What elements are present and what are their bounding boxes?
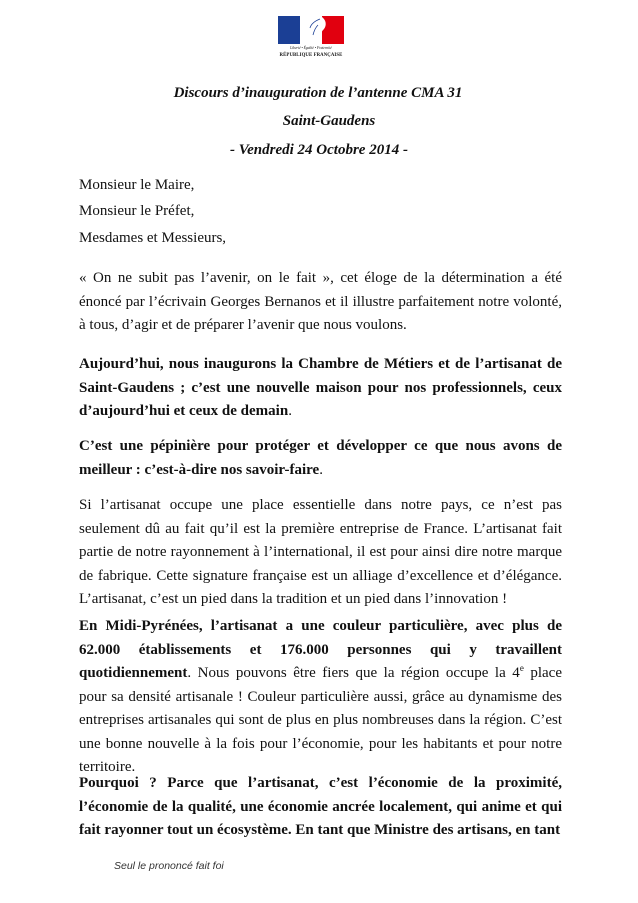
paragraph-text: . — [319, 461, 323, 478]
paragraph-text: Si l’artisanat occupe une place essentielle dans notre pays, ce n’est pas seulement dû au fait qu’il est la première entreprise de France. L’artisanat fait partie de notre rayonnement à l’international, il est pour ainsi dire notre marque de fabrique. Cette signature française est un alliage d’excellence et d’élégance. L’artisanat, c’est un pied dans la tradition et un pied dans l’innovation ! — [79, 497, 562, 607]
document-subtitle-location: Saint-Gaudens — [282, 113, 376, 129]
paragraph-bold-text: Pourquoi ? Parce que l’artisanat, c’est l’économie de la proximité, l’économie de la qualité, une économie ancrée localement, qui anime et qui fait rayonner tout un écosystème. En tant que Ministre des artisans, en tant — [79, 775, 562, 838]
flag-icon — [278, 16, 344, 44]
paragraph-text: . Nous pouvons être fiers que la région occupe la 4 — [187, 665, 520, 681]
paragraph-bold-text: En Midi-Pyrénées, l’artisanat a une couleur particulière, avec plus de 62.000 établissements et 176.000 personnes qui y travaillent quotidiennement — [79, 618, 562, 681]
greeting-line: Monsieur le Préfet, — [79, 203, 195, 219]
document-title: Discours d’inauguration de l’antenne CMA 31 — [173, 85, 463, 101]
document-date: - Vendredi 24 Octobre 2014 - — [230, 142, 408, 158]
logo-motto: Liberté • Égalité • Fraternité — [290, 46, 332, 50]
ordinal-superscript: e — [519, 663, 524, 673]
greeting-line: Mesdames et Messieurs, — [79, 230, 227, 246]
paragraph-text: . — [288, 403, 292, 419]
logo-republic: RÉPUBLIQUE FRANÇAISE — [279, 53, 343, 58]
paragraph — [79, 353, 562, 424]
greeting-line: Monsieur le Maire, — [79, 177, 195, 193]
paragraph-bold-text: C’est une pépinière pour protéger et développer ce que nous avons de meilleur : c’est-à-dire nos savoir-faire — [79, 438, 562, 478]
paragraph-text: place pour sa densité artisanale ! Couleur particulière aussi, grâce au dynamisme des entreprises artisanales qui sont de plus en plus nombreuses dans la région. C’est une bonne nouvelle à la fois pour l’économie, pour les habitants et pour notre territoire. — [79, 665, 562, 775]
paragraph — [79, 615, 562, 780]
page-footer: Seul le prononcé fait foi — [114, 860, 224, 872]
paragraph — [79, 435, 562, 482]
paragraph — [79, 494, 562, 612]
paragraph-bold-text: Aujourd’hui, nous inaugurons la Chambre de Métiers et de l’artisanat de Saint-Gaudens ; c’est une nouvelle maison pour nos professionnels, ceux d’aujourd’hui et ceux de demain — [79, 356, 562, 419]
marianne-profile-icon — [292, 16, 328, 44]
paragraph — [79, 267, 562, 338]
paragraph — [79, 772, 562, 843]
paragraph-text: « On ne subit pas l’avenir, on le fait », cet éloge de la détermination a été énoncé par l’écrivain Georges Bernanos et il illustre parfaitement notre volonté, à tous, d’agir et de préparer l’avenir que nous voulons. — [79, 270, 562, 333]
